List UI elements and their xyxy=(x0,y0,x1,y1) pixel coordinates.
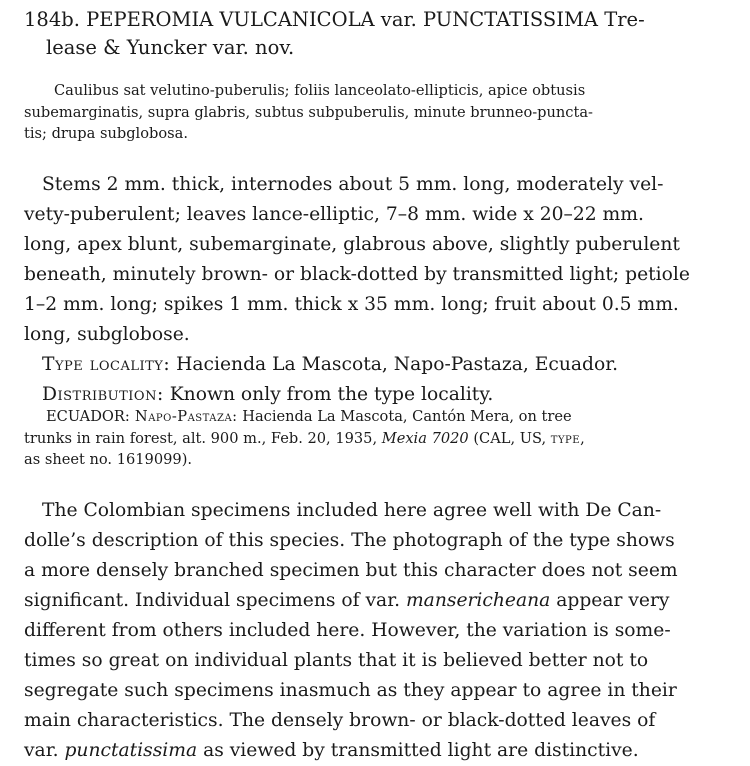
latin-line: tis; drupa subglobosa. xyxy=(24,125,188,142)
discussion-text: as viewed by transmitted light are distinctive. xyxy=(197,740,639,761)
discussion-paragraph xyxy=(24,496,738,766)
discussion-line: main characteristics. The densely brown- or black-dotted leaves of xyxy=(24,710,656,731)
description-line: beneath, minutely brown- or black-dotted by transmitted light; petiole xyxy=(24,264,690,285)
latin-diagnosis xyxy=(24,80,736,145)
specimen-province: Napo-Pastaza: xyxy=(129,408,238,425)
description-line: long, apex blunt, subemarginate, glabrous above, slightly puberulent xyxy=(24,234,680,255)
discussion-line: times so great on individual plants that it is believed better not to xyxy=(24,650,649,671)
specimen-herbaria: (CAL, US, xyxy=(468,429,551,447)
english-description xyxy=(24,170,738,410)
description-line: vety-puberulent; leaves lance-elliptic, 7–8 mm. wide x 20–22 mm. xyxy=(24,204,644,225)
specimen-line-3: as sheet no. 1619099). xyxy=(24,451,193,468)
specimen-line-2 xyxy=(24,428,736,450)
discussion-text: appear very xyxy=(550,590,670,611)
discussion-line: different from others included here. However, the variation is some- xyxy=(24,620,671,641)
species-heading xyxy=(24,6,736,62)
specimen-line-1 xyxy=(24,406,736,428)
discussion-text: var. xyxy=(24,740,65,761)
latin-line: subemarginatis, supra glabris, subtus subpuberulis, minute brunneo-puncta- xyxy=(24,103,593,121)
discussion-line: dolle’s description of this species. The photograph of the type shows xyxy=(24,530,675,551)
type-locality-label: Type locality: xyxy=(42,354,171,375)
description-line: Stems 2 mm. thick, internodes about 5 mm. long, moderately vel- xyxy=(42,174,664,195)
specimen-habitat: trunks in rain forest, alt. 900 m., Feb. 20, 1935, xyxy=(24,429,382,447)
discussion-line: a more densely branched specimen but this character does not seem xyxy=(24,560,678,581)
type-locality xyxy=(24,350,738,380)
specimen-comma: , xyxy=(580,429,585,447)
heading-line-1: 184b. PEPEROMIA VULCANICOLA var. PUNCTATISSIMA Tre- xyxy=(24,8,645,31)
latin-line: Caulibus sat velutino-puberulis; foliis lanceolato-ellipticis, apice obtusis xyxy=(54,82,586,99)
discussion-line xyxy=(24,586,738,616)
specimen-type-word: type xyxy=(550,429,581,447)
type-locality-value: Hacienda La Mascota, Napo-Pastaza, Ecuador. xyxy=(170,354,619,375)
description-line: 1–2 mm. long; spikes 1 mm. thick x 35 mm. long; fruit about 0.5 mm. xyxy=(24,294,679,315)
heading-line-2: lease & Yuncker var. nov. xyxy=(46,36,295,59)
discussion-line xyxy=(24,736,738,766)
distribution-label: Distribution: xyxy=(42,384,164,405)
variety-name: mansericheana xyxy=(405,590,551,611)
specimen-citation xyxy=(24,406,736,471)
description-line: long, subglobose. xyxy=(24,324,190,345)
variety-name: punctatissima xyxy=(64,740,198,761)
specimen-country: ECUADOR: xyxy=(46,408,130,425)
distribution-value: Known only from the type locality. xyxy=(163,384,494,405)
specimen-locality: Hacienda La Mascota, Cantón Mera, on tree xyxy=(237,408,572,425)
specimen-collector: Mexia 7020 xyxy=(381,429,469,447)
discussion-line: segregate such specimens inasmuch as they appear to agree in their xyxy=(24,680,677,701)
discussion-text: significant. Individual specimens of var. xyxy=(24,590,406,611)
discussion-line: The Colombian specimens included here agree well with De Can- xyxy=(42,500,662,521)
